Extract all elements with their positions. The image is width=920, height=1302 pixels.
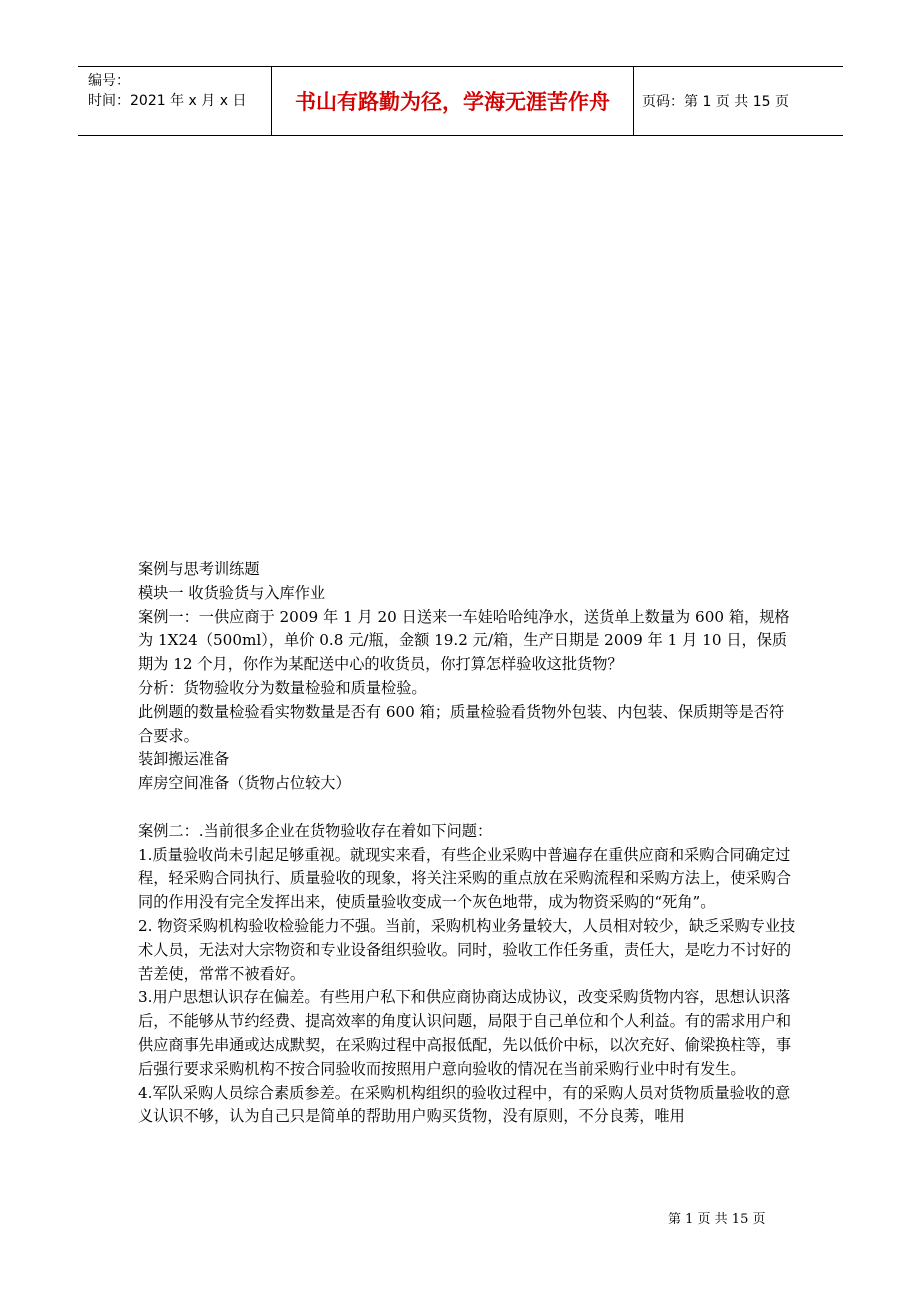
analysis-paragraph: 分析：货物验收分为数量检验和质量检验。 <box>138 678 427 697</box>
point-two-paragraph: 2. 物资采购机构验收检验能力不强。当前，采购机构业务量较大，人员相对较少，缺乏采购专业技术人员，无法对大宗物资和专业设备组织验收。同时，验收工作任务重，责任大，是吃力不讨好的苦差使，常常不被看好。 <box>138 916 796 983</box>
page-footer-number: 第 1 页 共 15 页 <box>668 1212 766 1227</box>
document-title: 案例与思考训练题 <box>138 560 260 578</box>
header-meta <box>78 67 271 135</box>
case-two-paragraph: 案例二：.当前很多企业在货物验收存在着如下问题： <box>138 821 493 840</box>
header-motto: 书山有路勤为径，学海无涯苦作舟 <box>271 67 634 135</box>
header-page-info: 页码：第 1 页 共 15 页 <box>642 94 789 110</box>
point-three-paragraph: 3.用户思想认识存在偏差。有些用户私下和供应商协商达成协议，改变采购货物内容，思想认识落后，不能够从节约经费、提高效率的角度认识问题，局限于自己单位和个人利益。有的需求用户和供应商事先串通或达成默契，在采购过程中高报低配，先以低价中标，以次充好、偷梁换柱等，事后强行要求采购机构不按合同验收而按照用户意向验收的情况在当前采购行业中时有发生。 <box>138 988 792 1078</box>
case-one-paragraph: 案例一：一供应商于 2009 年 1 月 20 日送来一车娃哈哈纯净水，送货单上数量为 600 箱，规格为 1X24（500ml），单价 0.8 元/瓶，金额 19.2 元/箱，生产日期是 2009 年 1 月 10 日，保质期为 12 个月，你作为某配送中心的收货员，你打算怎样验收这批货物？ <box>138 607 790 674</box>
page-header <box>78 66 843 136</box>
prep-space-line: 库房空间准备（货物占位较大） <box>138 774 351 793</box>
point-one-paragraph: 1.质量验收尚未引起足够重视。就现实来看，有些企业采购中普遍存在重供应商和采购合同确定过程，轻采购合同执行、质量验收的现象，将关注采购的重点放在采购流程和采购方法上，使采购合同的作用没有完全发挥出来，使质量验收变成一个灰色地带，成为物资采购的“死角”。 <box>138 845 792 912</box>
analysis-detail-paragraph: 此例题的数量检验看实物数量是否有 600 箱；质量检验看货物外包装、内包装、保质期等是否符合要求。 <box>138 702 785 745</box>
prep-handling-line: 装卸搬运准备 <box>138 750 230 769</box>
module-heading: 模块一 收货验货与入库作业 <box>138 583 326 602</box>
point-four-paragraph: 4.军队采购人员综合素质参差。在采购机构组织的验收过程中，有的采购人员对货物质量验收的意义认识不够，认为自己只是简单的帮助用户购买货物，没有原则，不分良莠，唯用 <box>138 1083 791 1126</box>
document-date: 时间：2021 年 x 月 x 日 <box>88 93 247 109</box>
blank-line <box>138 796 798 820</box>
document-body <box>138 558 798 1129</box>
document-number-label: 编号： <box>88 73 130 89</box>
